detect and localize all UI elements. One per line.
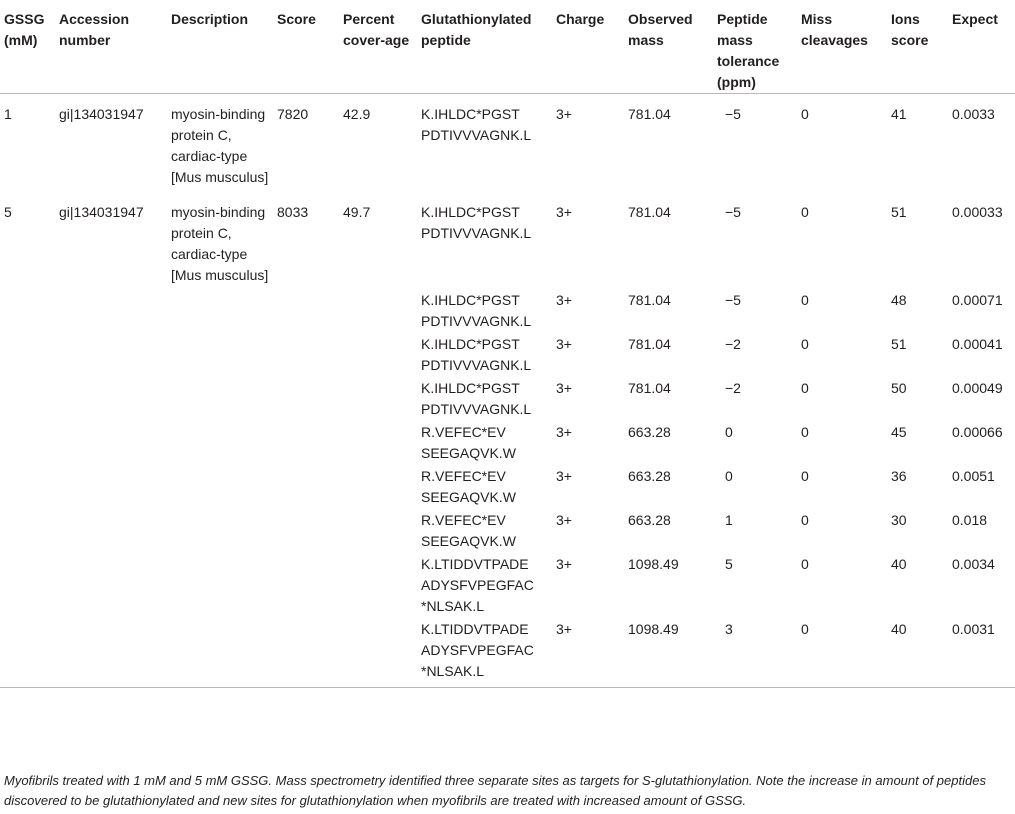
- cell-description: [171, 378, 277, 422]
- cell-gssg: [0, 619, 59, 688]
- table-row: [0, 94, 1015, 193]
- cell-charge: 3+: [556, 619, 628, 688]
- cell-description: [171, 554, 277, 619]
- cell-expect: 0.0051: [952, 468, 995, 484]
- table-row: [0, 192, 1015, 290]
- cell-accession: gi|134031947: [59, 204, 144, 220]
- cell-miss-cleavages: 0: [801, 424, 809, 440]
- header-accession: Accession number: [59, 0, 171, 94]
- cell-accession: [59, 334, 171, 378]
- header-gssg: GSSG (mM): [0, 0, 59, 94]
- cell-miss-cleavages: 0: [801, 292, 809, 308]
- cell-miss-cleavages: 0: [801, 468, 809, 484]
- cell-expect: 0.00033: [952, 204, 1003, 220]
- header-coverage: Percent cover-age: [343, 0, 421, 94]
- cell-coverage: 42.9: [343, 106, 371, 122]
- cell-score: [277, 466, 343, 510]
- cell-expect: 0.0031: [952, 619, 1015, 688]
- cell-description: myosin-binding protein C, cardiac-type [Mus musculus]: [171, 204, 269, 283]
- table-row: [0, 422, 1015, 466]
- cell-ions-score: 48: [891, 292, 907, 308]
- cell-gssg: [0, 378, 59, 422]
- table-row: [0, 554, 1015, 619]
- cell-miss-cleavages: 0: [801, 556, 809, 572]
- cell-miss-cleavages: 0: [801, 336, 809, 352]
- cell-tolerance: 1: [725, 512, 733, 528]
- cell-accession: gi|134031947: [59, 106, 144, 122]
- cell-observed-mass: 781.04: [628, 292, 671, 308]
- cell-description: myosin-binding protein C, cardiac-type [Mus musculus]: [171, 106, 269, 185]
- cell-miss-cleavages: 0: [801, 204, 809, 220]
- cell-coverage: [343, 290, 421, 334]
- cell-coverage: [343, 510, 421, 554]
- cell-tolerance: 0: [725, 424, 733, 440]
- cell-gssg: [0, 422, 59, 466]
- cell-coverage: [343, 334, 421, 378]
- header-miss-cleavages: Miss cleavages: [801, 0, 891, 94]
- cell-ions-score: 51: [891, 336, 907, 352]
- cell-charge: 3+: [556, 292, 572, 308]
- cell-ions-score: 50: [891, 380, 907, 396]
- header-tolerance: Peptide mass tolerance (ppm): [717, 0, 801, 94]
- table-row: [0, 378, 1015, 422]
- cell-gssg: [0, 554, 59, 619]
- cell-gssg: [0, 466, 59, 510]
- cell-accession: [59, 466, 171, 510]
- cell-observed-mass: 1098.49: [628, 556, 679, 572]
- cell-accession: [59, 619, 171, 688]
- cell-miss-cleavages: 0: [801, 619, 891, 688]
- cell-gssg: [0, 290, 59, 334]
- cell-tolerance: −2: [725, 380, 741, 396]
- cell-description: [171, 466, 277, 510]
- cell-observed-mass: 781.04: [628, 204, 671, 220]
- cell-peptide: K.IHLDC*PGST PDTIVVVAGNK.L: [421, 336, 532, 373]
- cell-accession: [59, 510, 171, 554]
- cell-tolerance: −5: [725, 292, 741, 308]
- cell-accession: [59, 378, 171, 422]
- header-observed-mass: Observed mass: [628, 0, 717, 94]
- cell-miss-cleavages: 0: [801, 512, 809, 528]
- cell-ions-score: 40: [891, 619, 952, 688]
- cell-accession: [59, 554, 171, 619]
- cell-peptide: K.LTIDDVTPADE ADYSFVPEGFAC *NLSAK.L: [421, 619, 556, 688]
- cell-miss-cleavages: 0: [801, 380, 809, 396]
- cell-observed-mass: 781.04: [628, 380, 671, 396]
- cell-description: [171, 290, 277, 334]
- cell-expect: 0.00066: [952, 424, 1003, 440]
- cell-observed-mass: 663.28: [628, 424, 671, 440]
- cell-peptide: K.IHLDC*PGST PDTIVVVAGNK.L: [421, 204, 532, 241]
- cell-score: 8033: [277, 204, 309, 220]
- cell-ions-score: 51: [891, 204, 907, 220]
- cell-score: [277, 619, 343, 688]
- cell-score: [277, 510, 343, 554]
- cell-observed-mass: 781.04: [628, 106, 671, 122]
- cell-observed-mass: 781.04: [628, 336, 671, 352]
- cell-gssg: 5: [4, 204, 12, 220]
- cell-peptide: K.IHLDC*PGST PDTIVVVAGNK.L: [421, 380, 532, 417]
- cell-expect: 0.00071: [952, 292, 1003, 308]
- cell-tolerance: 0: [725, 468, 733, 484]
- cell-score: [277, 290, 343, 334]
- cell-peptide: R.VEFEC*EV SEEGAQVK.W: [421, 424, 516, 461]
- cell-peptide: K.IHLDC*PGST PDTIVVVAGNK.L: [421, 106, 532, 143]
- cell-score: [277, 378, 343, 422]
- cell-coverage: 49.7: [343, 204, 371, 220]
- header-charge: Charge: [556, 0, 628, 94]
- cell-observed-mass: 663.28: [628, 468, 671, 484]
- cell-charge: 3+: [556, 380, 572, 396]
- header-expect: Expect: [952, 0, 1015, 94]
- cell-charge: 3+: [556, 512, 572, 528]
- table-row: [0, 619, 1015, 688]
- cell-accession: [59, 422, 171, 466]
- cell-charge: 3+: [556, 336, 572, 352]
- cell-observed-mass: 1098.49: [628, 619, 717, 688]
- cell-coverage: [343, 422, 421, 466]
- cell-ions-score: 30: [891, 512, 907, 528]
- cell-miss-cleavages: 0: [801, 106, 809, 122]
- cell-peptide: R.VEFEC*EV SEEGAQVK.W: [421, 512, 516, 549]
- cell-gssg: [0, 334, 59, 378]
- header-score: Score: [277, 0, 343, 94]
- cell-ions-score: 45: [891, 424, 907, 440]
- cell-coverage: [343, 619, 421, 688]
- cell-tolerance: −5: [725, 106, 741, 122]
- cell-charge: 3+: [556, 424, 572, 440]
- cell-expect: 0.00049: [952, 380, 1003, 396]
- cell-ions-score: 36: [891, 468, 907, 484]
- cell-ions-score: 40: [891, 556, 907, 572]
- table-row: [0, 334, 1015, 378]
- cell-score: 7820: [277, 106, 309, 122]
- table-row: [0, 466, 1015, 510]
- cell-tolerance: 3: [717, 619, 801, 688]
- cell-score: [277, 334, 343, 378]
- cell-charge: 3+: [556, 106, 572, 122]
- cell-tolerance: 5: [725, 556, 733, 572]
- cell-observed-mass: 663.28: [628, 512, 671, 528]
- cell-charge: 3+: [556, 204, 572, 220]
- cell-coverage: [343, 466, 421, 510]
- cell-peptide: K.IHLDC*PGST PDTIVVVAGNK.L: [421, 292, 532, 329]
- cell-coverage: [343, 378, 421, 422]
- table-row: [0, 510, 1015, 554]
- cell-expect: 0.0034: [952, 556, 995, 572]
- cell-description: [171, 619, 277, 688]
- cell-charge: 3+: [556, 468, 572, 484]
- cell-tolerance: −5: [725, 204, 741, 220]
- cell-expect: 0.0033: [952, 106, 995, 122]
- cell-peptide: R.VEFEC*EV SEEGAQVK.W: [421, 468, 516, 505]
- cell-description: [171, 334, 277, 378]
- header-peptide: Glutathionylated peptide: [421, 0, 556, 94]
- cell-score: [277, 554, 343, 619]
- cell-expect: 0.018: [952, 512, 988, 528]
- table-row: [0, 290, 1015, 334]
- cell-description: [171, 510, 277, 554]
- cell-expect: 0.00041: [952, 336, 1003, 352]
- table-header: [0, 0, 1015, 94]
- cell-charge: 3+: [556, 556, 572, 572]
- table-body: [0, 94, 1015, 688]
- table-caption: Myofibrils treated with 1 mM and 5 mM GSSG. Mass spectrometry identified three separate sites as targets for S-glutathionylation. Note the increase in amount of peptides discovered to be glutathionylated and new sites for glutathionylation when myofibrils are treated with increased amount of GSSG.: [4, 773, 986, 808]
- cell-description: [171, 422, 277, 466]
- cell-gssg: [0, 510, 59, 554]
- header-row: [0, 0, 1015, 94]
- header-description: Description: [171, 0, 277, 94]
- cell-accession: [59, 290, 171, 334]
- header-ions-score: Ions score: [891, 0, 952, 94]
- cell-ions-score: 41: [891, 106, 907, 122]
- cell-coverage: [343, 554, 421, 619]
- cell-score: [277, 422, 343, 466]
- cell-peptide: K.LTIDDVTPADE ADYSFVPEGFAC *NLSAK.L: [421, 556, 534, 614]
- cell-tolerance: −2: [725, 336, 741, 352]
- cell-gssg: 1: [4, 106, 12, 122]
